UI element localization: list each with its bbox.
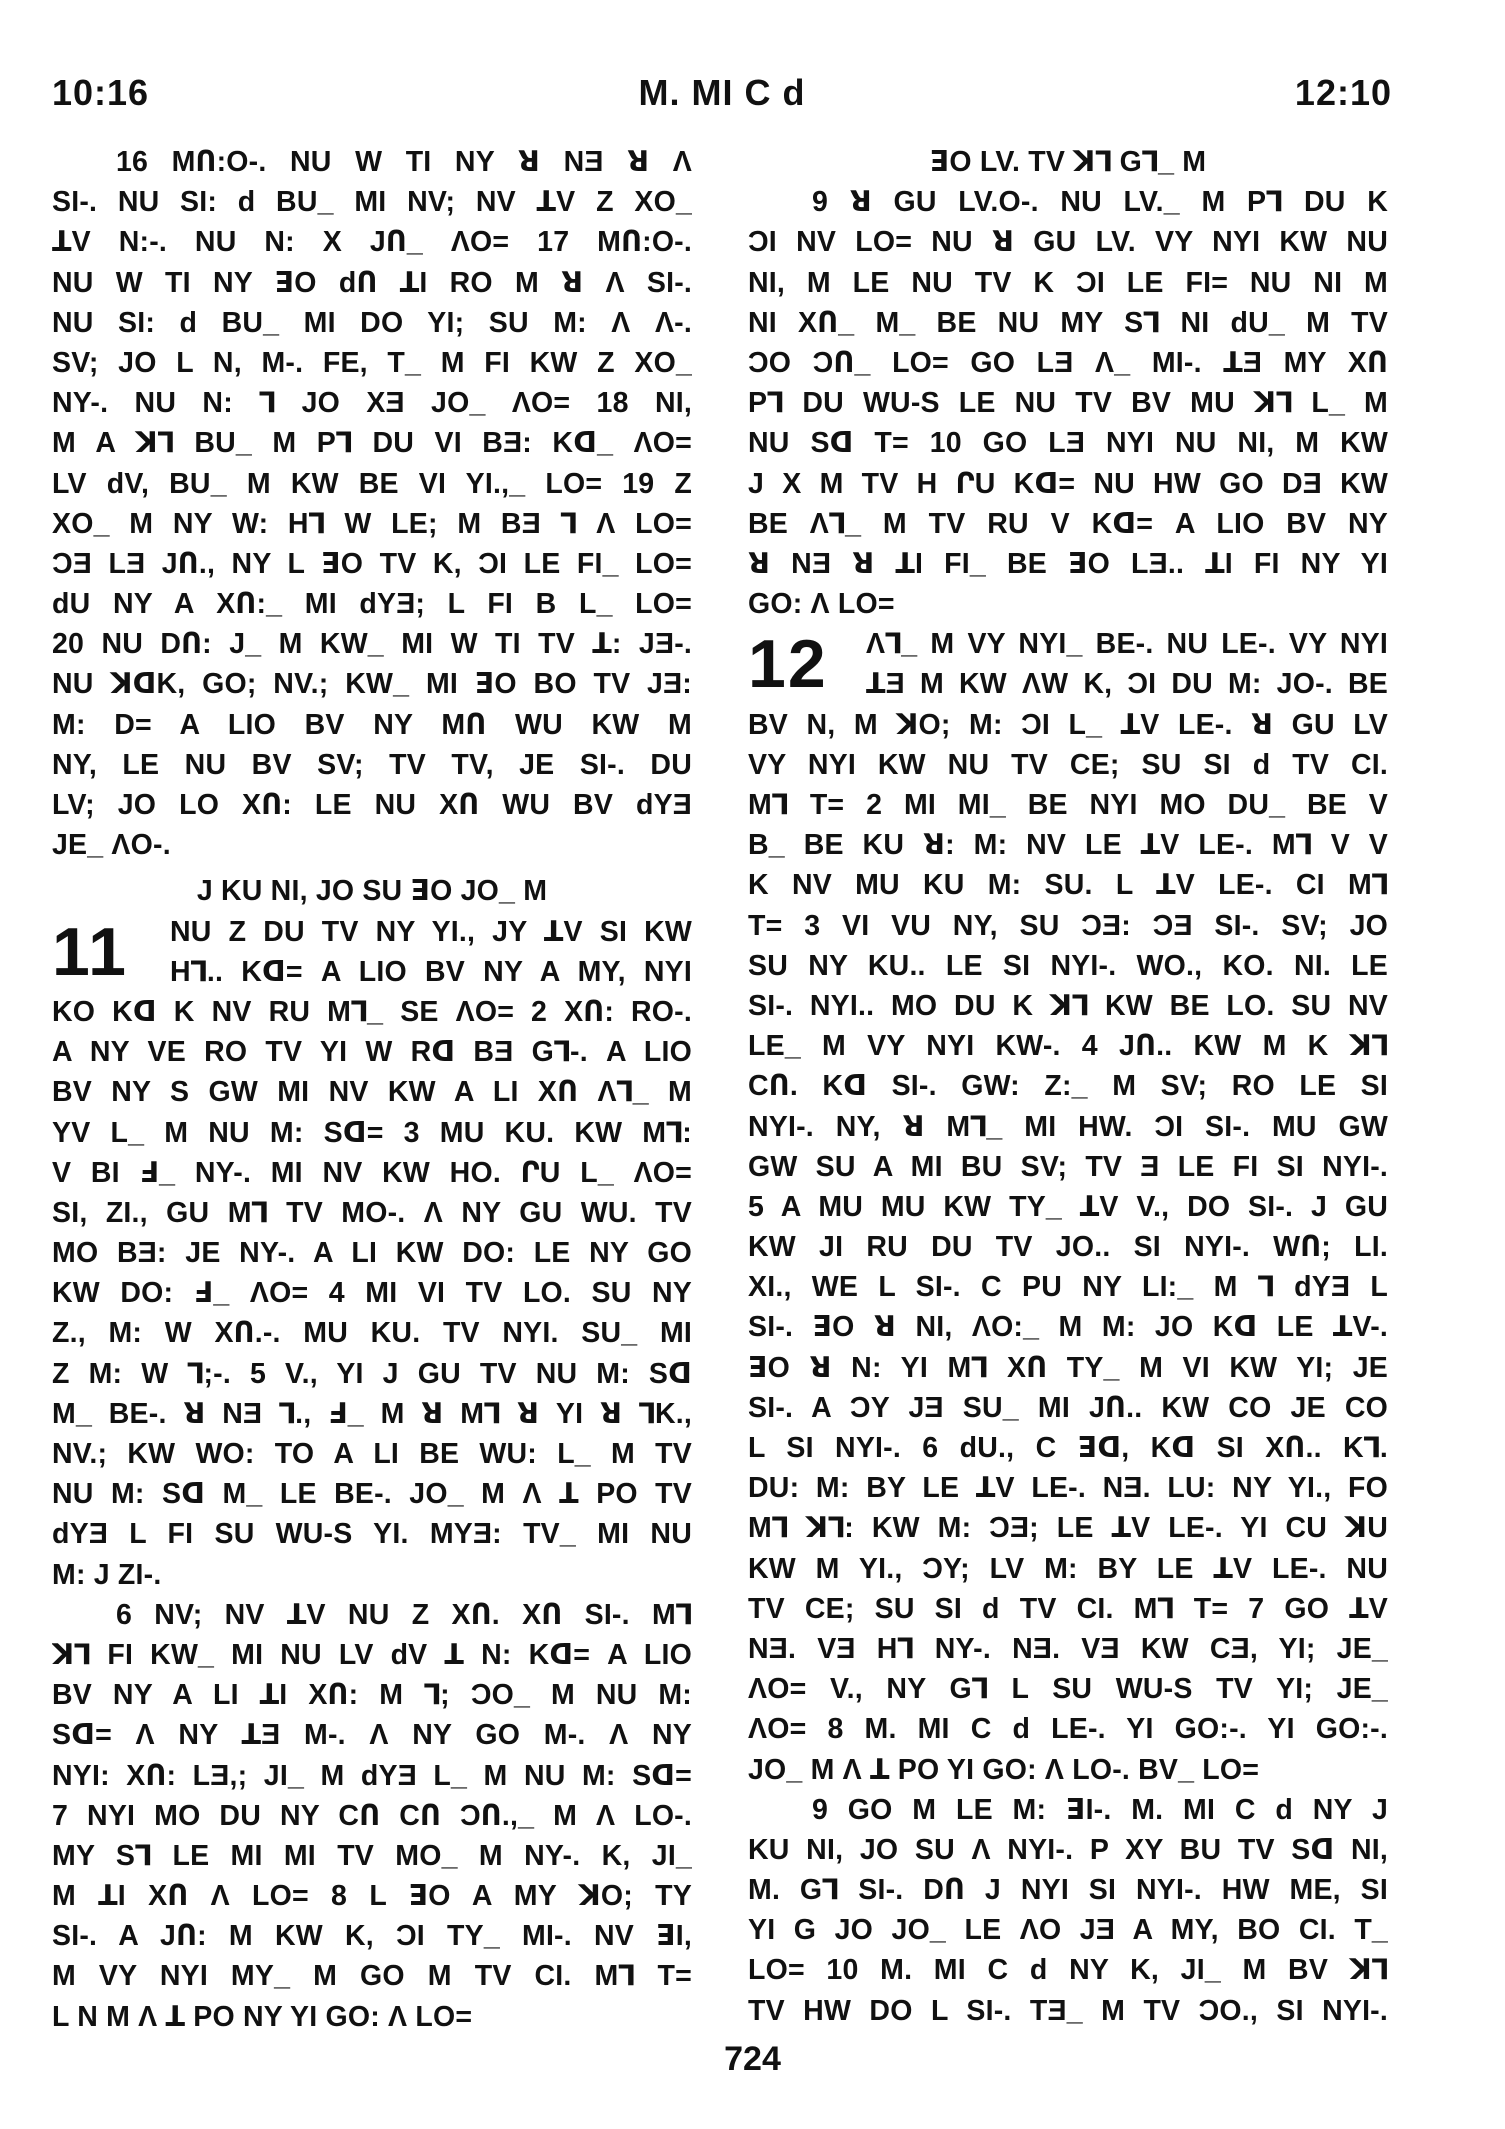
chapter-number: 11 bbox=[52, 913, 128, 990]
text-line: M A ꓘꓶ BU_ M Pꓶ DU VI BƎ: Kꓷ_ ɅO= bbox=[52, 427, 692, 460]
text-line: VY NYI KW NU TV CE; SU SI d TV CI. bbox=[748, 748, 1388, 781]
text-line: SU NY KU.. LE SI NYI-. WO., KO. NI. LE bbox=[748, 949, 1388, 982]
text-line: GO: Ʌ LO= bbox=[748, 588, 895, 621]
text-line: BV N, M ꓘO; M: ƆI L_ ꓕV LE-. ꓤ GU LV bbox=[748, 708, 1388, 741]
section-heading: J KU NI, JO SU ꓱO JO_ M bbox=[196, 875, 548, 908]
text-line: KO Kꓷ K NV RU Mꓶ_ SE ɅO= 2 XՈ: RO-. bbox=[52, 995, 692, 1028]
text-line: ꓤ NƎ ꓤ ꓕI FI_ BE ꓱO LƎ.. ꓕI FI NY YI bbox=[748, 547, 1388, 580]
text-line: SV; JO L N, M-. FE, T_ M FI KW Z XO_ bbox=[52, 346, 692, 379]
text-line: J X M TV H ՐU Kꓷ= NU HW GO DƎ KW bbox=[748, 467, 1388, 500]
text-line: M ꓕI XՈ Ʌ LO= 8 L ꓱO A MY ꓘO; TY bbox=[52, 1880, 692, 1913]
text-line: JO_ M Ʌ ꓕ PO YI GO: Ʌ LO-. BV_ LO= bbox=[748, 1753, 1260, 1786]
text-line: GW SU A MI BU SV; TV Ǝ LE FI SI NYI-. bbox=[748, 1150, 1388, 1183]
text-line: ɅO= 8 M. MI C d LE-. YI GO:-. YI GO:-. bbox=[748, 1713, 1388, 1746]
text-line: Ʌꓶ_ M VY NYI_ BE-. NU LE-. VY NYI bbox=[866, 628, 1388, 661]
text-line: NYI-. NY, ꓤ Mꓶ_ MI HW. ƆI SI-. MU GW bbox=[748, 1110, 1388, 1143]
text-line: NY-. NU N: ꓶ JO XƎ JO_ ɅO= 18 NI, bbox=[52, 387, 692, 420]
chapter-12-opening bbox=[748, 624, 1388, 704]
text-line: NU ꓘꓷK, GO; NV.; KW_ MI ꓱO BO TV JƎ: bbox=[52, 668, 692, 701]
text-line: NI, M LE NU TV K ƆI LE FI= NU NI M bbox=[748, 266, 1388, 299]
text-line: Sꓷ= Ʌ NY ꓕƎ M-. Ʌ NY GO M-. Ʌ NY bbox=[52, 1719, 692, 1752]
text-line: NU SI: d BU_ MI DO YI; SU M: Ʌ Ʌ-. bbox=[52, 306, 692, 339]
text-line: V BI ꓞ_ NY-. MI NV KW HO. ՐU L_ ɅO= bbox=[52, 1156, 692, 1189]
text-line: KW DO: ꓞ_ ɅO= 4 MI VI TV LO. SU NY bbox=[52, 1277, 692, 1310]
text-line: 9 GO M LE M: ꓱI-. M. MI C d NY J bbox=[812, 1793, 1388, 1826]
text-line: NV.; KW WO: TO A LI BE WU: L_ M TV bbox=[52, 1438, 692, 1470]
text-line: 16 MՈ:O-. NU W TI NY ꓤ NƎ ꓤ Ʌ bbox=[116, 146, 692, 178]
text-line: ꓕƎ M KW ɅW K, ƆI DU M: JO-. BE bbox=[866, 668, 1388, 701]
text-line: YV L_ M NU M: Sꓷ= 3 MU KU. KW Mꓶ: bbox=[52, 1116, 692, 1149]
right-block-verses-9-10 bbox=[748, 182, 1388, 624]
text-line: B_ BE KU ꓤ: M: NV LE ꓕV LE-. Mꓶ V V bbox=[748, 829, 1388, 862]
text-line: YI G JO JO_ LE ɅO JƎ A MY, BO CI. T_ bbox=[748, 1914, 1388, 1947]
text-line: Z M: W ꓶ;-. 5 V., YI J GU TV NU M: Sꓷ bbox=[52, 1357, 692, 1390]
text-line: SI-. A ƆY JƎ SU_ MI JՈ.. KW CO JE CO bbox=[748, 1391, 1388, 1424]
text-line: L SI NYI-. 6 dU., C ꓱꓷ, Kꓷ SI XՈ.. Kꓶ. bbox=[748, 1432, 1388, 1464]
text-line: SI-. ꓱO ꓤ NI, ɅO:_ M M: JO Kꓷ LE ꓕV-. bbox=[748, 1311, 1388, 1344]
text-line: BV NY S GW MI NV KW A LI XՈ Ʌꓶ_ M bbox=[52, 1076, 692, 1109]
text-line: K NV MU KU M: SU. L ꓕV LE-. CI Mꓶ bbox=[748, 869, 1388, 902]
text-line: Pꓶ DU WU-S LE NU TV BV MU ꓘꓶ L_ M bbox=[748, 387, 1388, 420]
text-line: ƆƎ LƎ JՈ., NY L ꓱO TV K, ƆI LE FI_ LO= bbox=[52, 547, 692, 580]
text-line: 5 A MU MU KW TY_ ꓕV V., DO SI-. J GU bbox=[748, 1190, 1388, 1223]
text-line: dYƎ L FI SU WU-S YI. MYƎ: TV_ MI NU bbox=[52, 1518, 692, 1551]
text-line: LE_ M VY NYI KW-. 4 JՈ.. KW M K ꓘꓶ bbox=[748, 1030, 1388, 1063]
text-line: M_ BE-. ꓤ NƎ ꓶ., ꓞ_ M ꓤ Mꓶ ꓤ YI ꓤ ꓶK., bbox=[52, 1397, 692, 1430]
left-block-verses-6-8 bbox=[52, 1595, 692, 2037]
text-line: A NY VE RO TV YI W Rꓷ BƎ Gꓶ-. A LIO bbox=[52, 1036, 692, 1069]
text-line: JE_ ɅO-. bbox=[52, 829, 171, 862]
left-block-verses-16-20 bbox=[52, 142, 692, 865]
text-line: MY Sꓶ LE MI MI TV MO_ M NY-. K, JI_ bbox=[52, 1839, 692, 1872]
text-line: NU Sꓷ T= 10 GO LƎ NYI NU NI, M KW bbox=[748, 427, 1388, 460]
text-line: BV NY A LI ꓕI XՈ: M ꓶ; ƆO_ M NU M: bbox=[52, 1679, 692, 1712]
text-line: T= 3 VI VU NY, SU ƆƎ: ƆƎ SI-. SV; JO bbox=[748, 909, 1388, 942]
text-line: LO= 10 M. MI C d NY K, JI_ M BV ꓘꓶ bbox=[748, 1954, 1388, 1987]
text-line: KW JI RU DU TV JO.. SI NYI-. WՈ; LI. bbox=[748, 1231, 1388, 1264]
text-line: TV CE; SU SI d TV CI. Mꓶ T= 7 GO ꓕV bbox=[748, 1592, 1388, 1625]
text-line: ɅO= V., NY Gꓶ L SU WU-S TV YI; JE_ bbox=[748, 1673, 1388, 1706]
text-line: KU NI, JO SU Ʌ NYI-. P XY BU TV Sꓷ NI, bbox=[748, 1833, 1388, 1866]
text-line: CՈ. Kꓷ SI-. GW: Z:_ M SV; RO LE SI bbox=[748, 1070, 1388, 1103]
text-line: NƎ. VƎ Hꓶ NY-. NƎ. VƎ KW CƎ, YI; JE_ bbox=[748, 1632, 1388, 1665]
text-line: Z., M: W XՈ.-. MU KU. TV NYI. SU_ MI bbox=[52, 1317, 692, 1350]
section-heading: ꓱO LV. TV ꓘꓶ Gꓶ_ M bbox=[929, 146, 1207, 178]
text-line: LV dV, BU_ M KW BE VI YI.,_ LO= 19 Z bbox=[52, 467, 692, 500]
text-line: XI., WE L SI-. C PU NY LI:_ M ꓶ dYƎ L bbox=[748, 1271, 1388, 1304]
text-line: Mꓶ T= 2 MI MI_ BE NYI MO DU_ BE V bbox=[748, 789, 1388, 821]
page-number: 724 bbox=[724, 2040, 781, 2078]
text-line: KW M YI., ƆY; LV M: BY LE ꓕV LE-. NU bbox=[748, 1552, 1388, 1585]
text-line: NU Z DU TV NY YI., JY ꓕV SI KW bbox=[170, 915, 692, 948]
text-line: NU M: Sꓷ M_ LE BE-. JO_ M Ʌ ꓕ PO TV bbox=[52, 1478, 692, 1511]
text-line: M: J ZI-. bbox=[52, 1558, 162, 1591]
text-line: TV HW DO L SI-. TƎ_ M TV ƆO., SI NYI-. bbox=[748, 1994, 1388, 2027]
left-block-verses-2-5 bbox=[52, 992, 692, 1595]
text-line: ꓕV N:-. NU N: X JՈ_ ɅO= 17 MՈ:O-. bbox=[52, 226, 692, 259]
text-line: dU NY A XՈ:_ MI dYƎ; L FI B L_ LO= bbox=[52, 588, 692, 621]
text-line: SI-. NYI.. MO DU K ꓘꓶ KW BE LO. SU NV bbox=[748, 989, 1388, 1022]
text-line: NU W TI NY ꓱO dՈ ꓕI RO M ꓤ Ʌ SI-. bbox=[52, 266, 692, 299]
text-line: 9 ꓤ GU LV.O-. NU LV._ M Pꓶ DU K bbox=[812, 186, 1388, 219]
text-line: BE Ʌꓶ_ M TV RU V Kꓷ= A LIO BV NY bbox=[748, 507, 1388, 540]
text-line: DU: M: BY LE ꓕV LE-. NƎ. LU: NY YI., FO bbox=[748, 1472, 1388, 1505]
chapter-11-opening bbox=[52, 912, 692, 992]
text-line: M. Gꓶ SI-. DՈ J NYI SI NYI-. HW ME, SI bbox=[748, 1874, 1388, 1907]
text-line: SI-. A JՈ: M KW K, ƆI TY_ MI-. NV ꓱI, bbox=[52, 1920, 692, 1953]
text-line: 6 NV; NV ꓕV NU Z XՈ. XՈ SI-. Mꓶ bbox=[116, 1598, 692, 1631]
header-right-reference: 12:10 bbox=[1294, 72, 1392, 113]
left-column bbox=[52, 142, 692, 2037]
right-column bbox=[748, 142, 1388, 2031]
right-block-verses-9b-10 bbox=[748, 1790, 1388, 2031]
text-line: ƆI NV LO= NU ꓤ GU LV. VY NYI KW NU bbox=[748, 226, 1388, 259]
chapter-number: 12 bbox=[748, 626, 828, 703]
text-line: NI XՈ_ M_ BE NU MY Sꓶ NI dU_ M TV bbox=[748, 306, 1388, 339]
text-line: SI-. NU SI: d BU_ MI NV; NV ꓕV Z XO_ bbox=[52, 186, 692, 219]
text-line: MO BƎ: JE NY-. A LI KW DO: LE NY GO bbox=[52, 1237, 692, 1270]
right-block-verses-1-8 bbox=[748, 705, 1388, 1790]
text-line: M: D= A LIO BV NY MՈ WU KW M bbox=[52, 708, 692, 741]
header-title: M. MI C d bbox=[638, 72, 806, 113]
text-line: 7 NYI MO DU NY CՈ CՈ ƆՈ.,_ M Ʌ LO-. bbox=[52, 1799, 692, 1832]
text-line: ꓱO ꓤ N: YI Mꓶ XՈ TY_ M VI KW YI; JE bbox=[748, 1351, 1388, 1384]
text-line: ƆO ƆՈ_ LO= GO LƎ Ʌ_ MI-. ꓕƎ MY XՈ bbox=[748, 346, 1388, 379]
text-line: SI, ZI., GU Mꓶ TV MO-. Ʌ NY GU WU. TV bbox=[52, 1196, 692, 1229]
text-line: Mꓶ ꓘꓶ: KW M: ƆƎ; LE ꓕV LE-. YI CU ꓘU bbox=[748, 1512, 1388, 1545]
text-line: L N M Ʌ ꓕ PO NY YI GO: Ʌ LO= bbox=[52, 2000, 473, 2033]
text-line: XO_ M NY W: Hꓶ W LE; M BƎ ꓶ Ʌ LO= bbox=[52, 507, 692, 540]
text-line: M VY NYI MY_ M GO M TV CI. Mꓶ T= bbox=[52, 1960, 692, 1993]
text-line: Hꓶ.. Kꓷ= A LIO BV NY A MY, NYI bbox=[170, 955, 692, 988]
text-line: LV; JO LO XՈ: LE NU XՈ WU BV dYƎ bbox=[52, 789, 692, 821]
text-line: ꓘꓶ FI KW_ MI NU LV dV ꓕ N: Kꓷ= A LIO bbox=[52, 1638, 692, 1671]
text-line: NYI: XՈ: LƎ,; JI_ M dYƎ L_ M NU M: Sꓷ= bbox=[52, 1759, 692, 1792]
header-left-reference: 10:16 bbox=[52, 72, 150, 113]
text-line: NY, LE NU BV SV; TV TV, JE SI-. DU bbox=[52, 748, 692, 781]
running-header bbox=[52, 72, 1392, 116]
text-line: 20 NU DՈ: J_ M KW_ MI W TI TV ꓕ: JƎ-. bbox=[52, 628, 692, 661]
